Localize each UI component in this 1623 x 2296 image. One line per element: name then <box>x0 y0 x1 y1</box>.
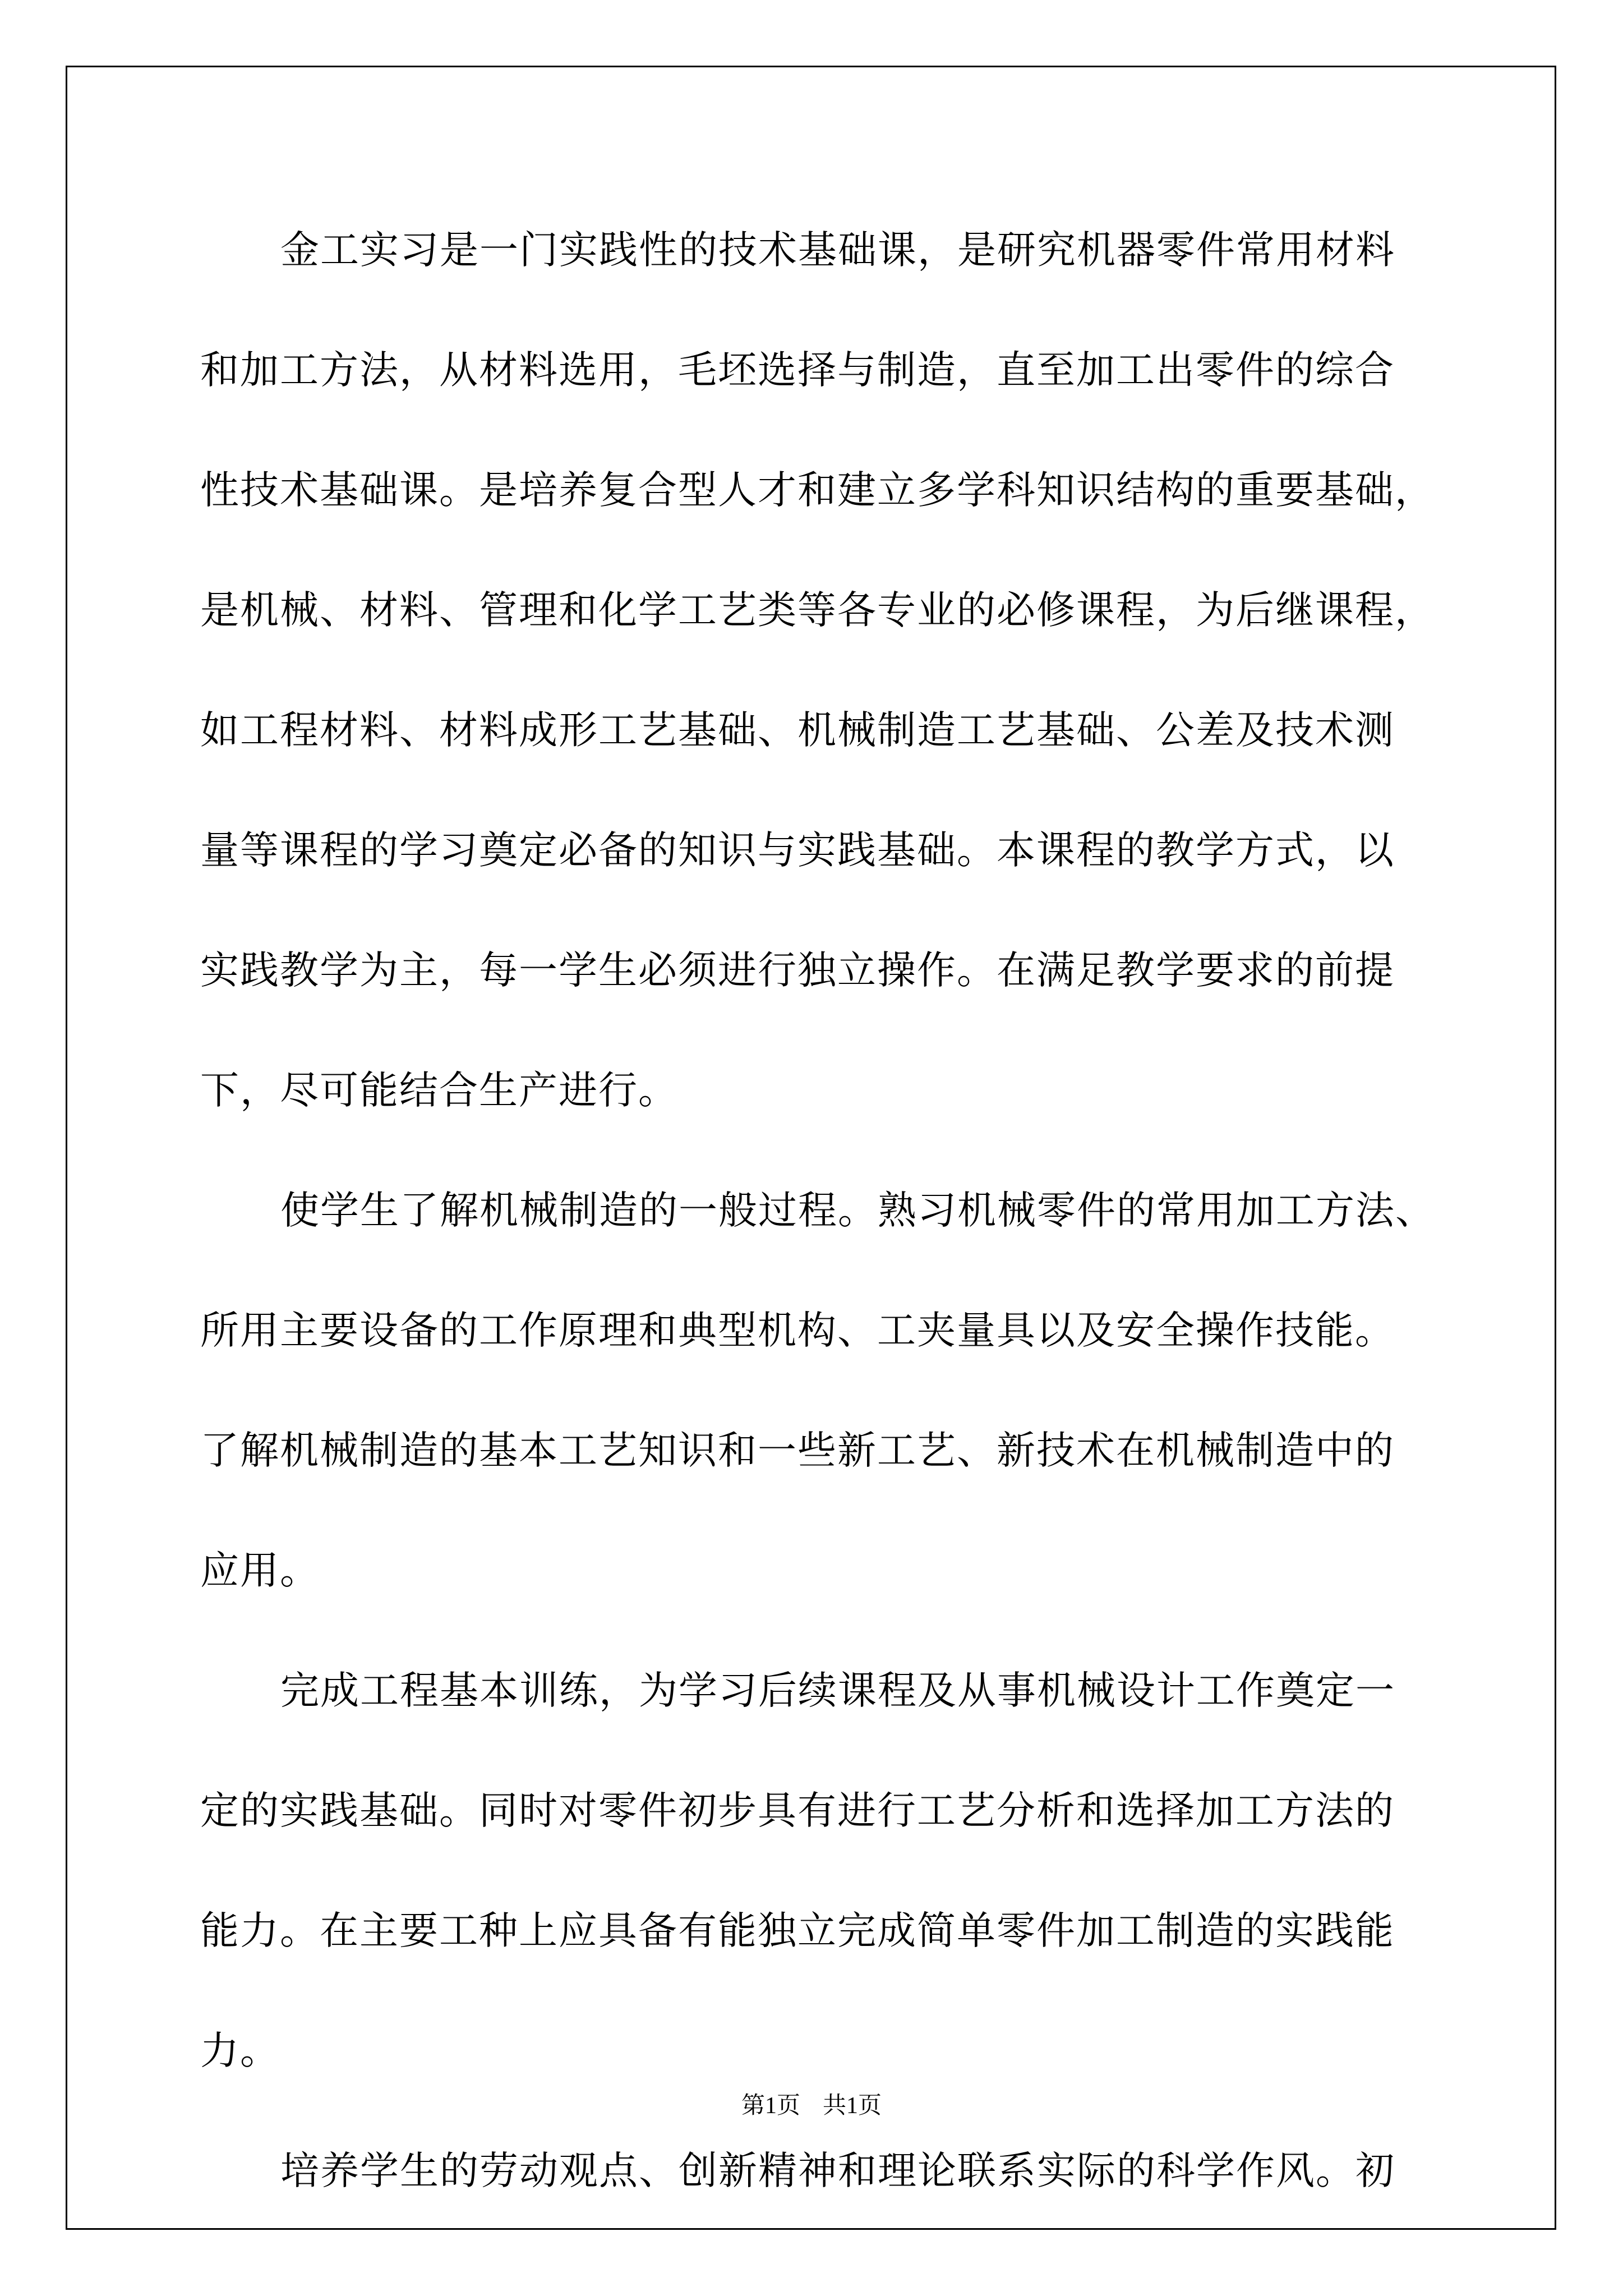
paragraph-1-line-3: 性技术基础课。是培养复合型人才和建立多学科知识结构的重要基础， <box>200 468 1435 513</box>
paragraph-1-line-5: 如工程材料、材料成形工艺基础、机械制造工艺基础、公差及技术测 <box>200 708 1395 753</box>
paragraph-2-line-1: 使学生了解机械制造的一般过程。熟习机械零件的常用加工方法、 <box>280 1188 1435 1233</box>
paragraph-1-line-8: 下，尽可能结合生产进行。 <box>200 1068 678 1113</box>
paragraph-1-line-4: 是机械、材料、管理和化学工艺类等各专业的必修课程，为后继课程， <box>200 588 1435 633</box>
paragraph-1-line-7: 实践教学为主，每一学生必须进行独立操作。在满足教学要求的前提 <box>200 948 1395 993</box>
paragraph-2-line-3: 了解机械制造的基本工艺知识和一些新工艺、新技术在机械制造中的 <box>200 1428 1395 1473</box>
paragraph-3-line-1: 完成工程基本训练，为学习后续课程及从事机械设计工作奠定一 <box>280 1668 1395 1713</box>
paragraph-3-line-2: 定的实践基础。同时对零件初步具有进行工艺分析和选择加工方法的 <box>200 1788 1395 1833</box>
paragraph-1-line-2: 和加工方法，从材料选用，毛坯选择与制造，直至加工出零件的综合 <box>200 348 1395 393</box>
page-number: 第1页 <box>741 2093 800 2119</box>
paragraph-2-line-2: 所用主要设备的工作原理和典型机构、工夹量具以及安全操作技能。 <box>200 1308 1395 1353</box>
paragraph-3-line-4: 力。 <box>200 2028 280 2073</box>
paragraph-3-line-3: 能力。在主要工种上应具备有能独立完成简单零件加工制造的实践能 <box>200 1908 1395 1953</box>
document-body <box>200 213 1435 2253</box>
paragraph-2-line-4: 应用。 <box>200 1548 320 1593</box>
page-footer <box>0 2087 1623 2120</box>
paragraph-1-line-6: 量等课程的学习奠定必备的知识与实践基础。本课程的教学方式，以 <box>200 828 1395 873</box>
paragraph-4-line-1: 培养学生的劳动观点、创新精神和理论联系实际的科学作风。初 <box>280 2148 1395 2193</box>
page-total: 共1页 <box>823 2093 882 2119</box>
paragraph-1-line-1: 金工实习是一门实践性的技术基础课，是研究机器零件常用材料 <box>280 228 1395 273</box>
